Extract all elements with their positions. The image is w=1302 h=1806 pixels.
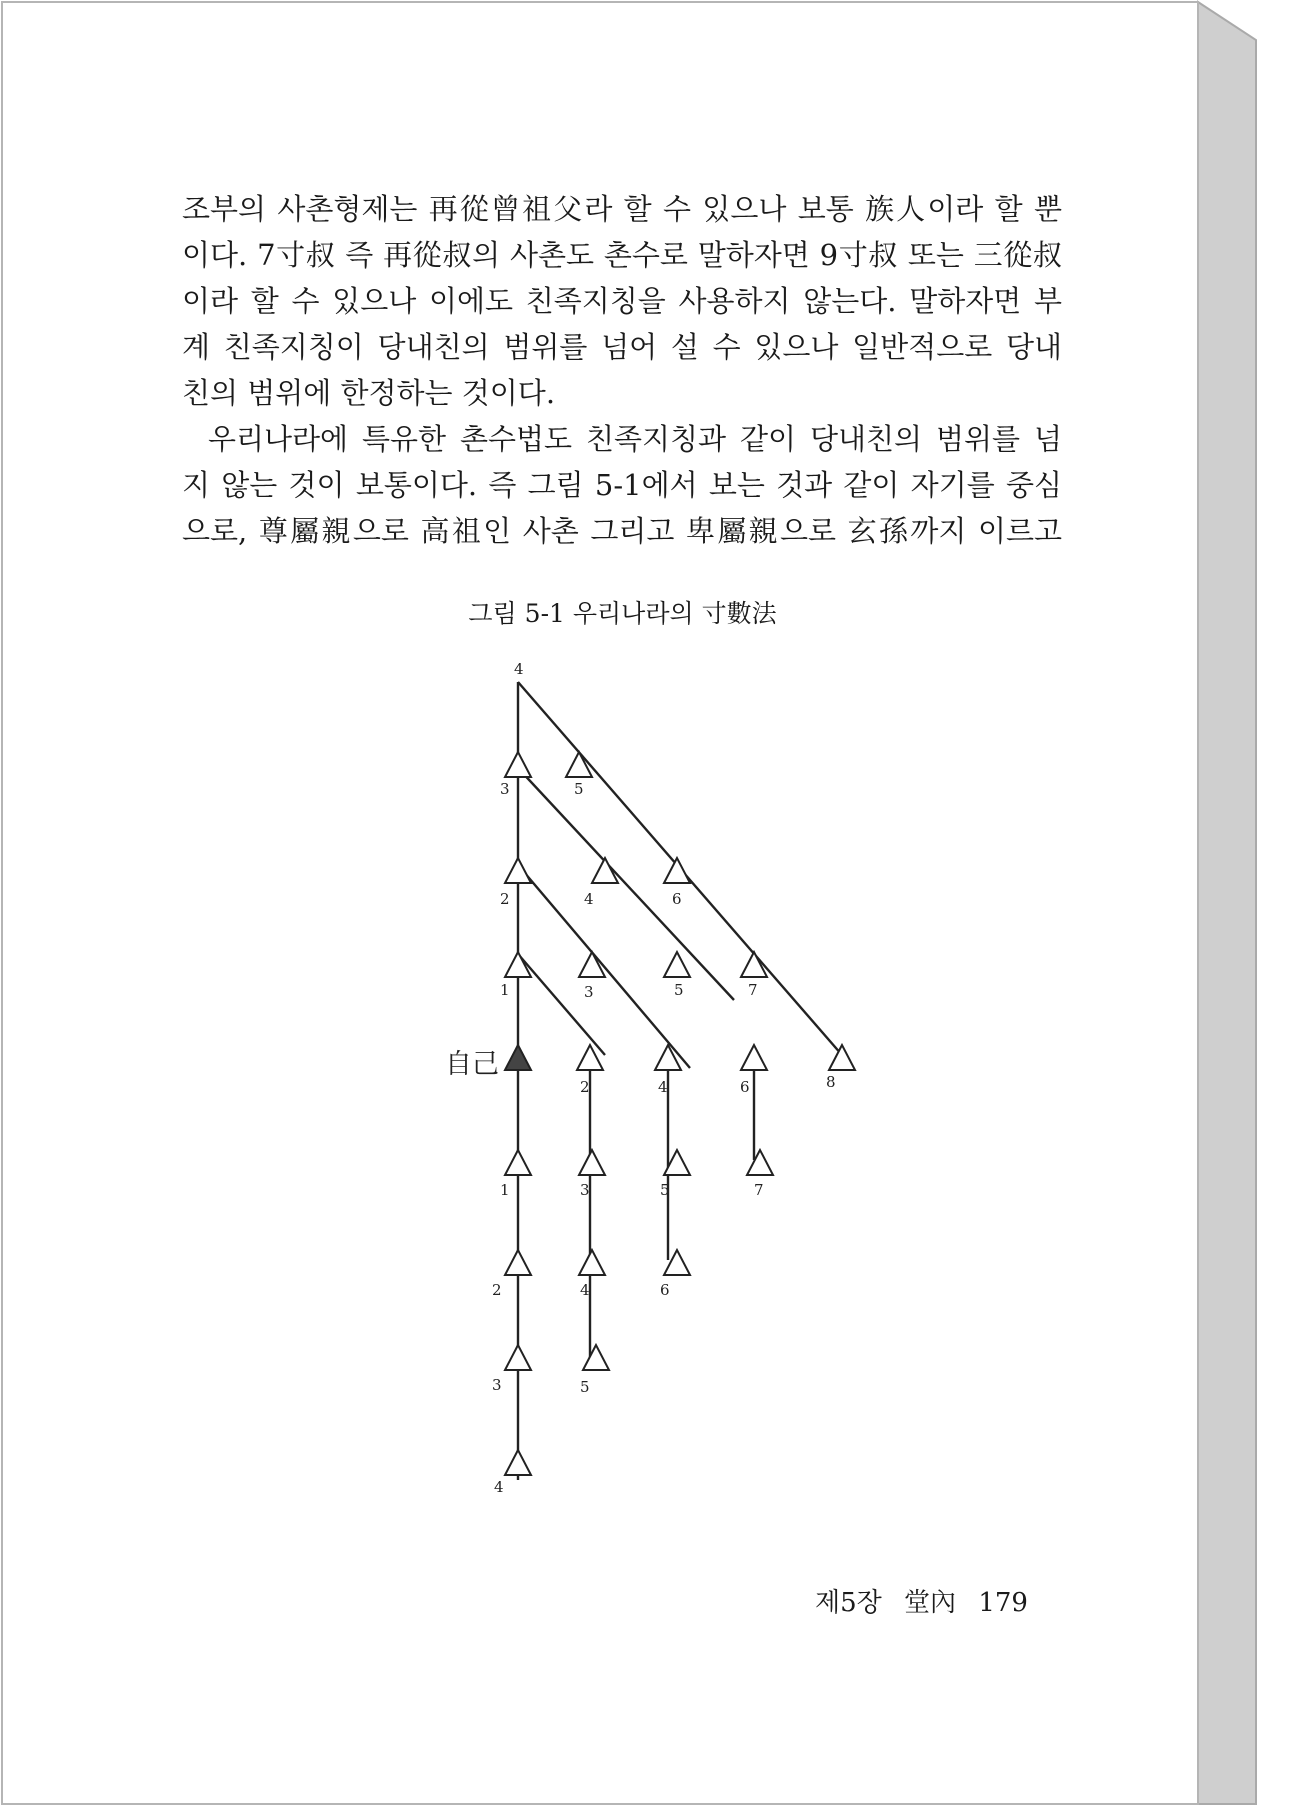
kin-triangle	[829, 1045, 855, 1070]
degree-number: 2	[500, 890, 510, 908]
page-number: 179	[978, 1588, 1028, 1618]
kin-triangle	[505, 1345, 531, 1370]
text-line: 으로, 尊屬親으로 高祖인 사촌 그리고 卑屬親으로 玄孫까지 이르고	[182, 514, 1062, 548]
text-line: 계 친족지칭이 당내친의 범위를 넘어 설 수 있으나 일반적으로 당내	[182, 330, 1062, 364]
text-line: 친의 범위에 한정하는 것이다.	[182, 376, 556, 410]
degree-number: 3	[500, 780, 510, 798]
text-line: 이다. 7寸叔 즉 再從叔의 사촌도 촌수로 말하자면 9寸叔 또는 三從叔	[182, 238, 1062, 272]
kin-triangle	[741, 1045, 767, 1070]
degree-number: 7	[748, 981, 758, 999]
degree-number: 3	[584, 983, 594, 1001]
kin-triangle	[505, 1250, 531, 1275]
generation-number: 4	[514, 660, 524, 678]
kin-triangle	[664, 858, 690, 883]
section-label: 堂內	[904, 1588, 957, 1618]
degree-number: 2	[580, 1078, 590, 1096]
kin-triangle	[664, 952, 690, 977]
kin-triangle	[747, 1150, 773, 1175]
degree-number: 6	[660, 1281, 670, 1299]
kin-triangle	[505, 1450, 531, 1475]
degree-number: 4	[580, 1281, 590, 1299]
text-line: 우리나라에 특유한 촌수법도 친족지칭과 같이 당내친의 범위를 넘	[208, 422, 1062, 456]
degree-number: 6	[672, 890, 682, 908]
kin-triangle	[579, 1150, 605, 1175]
tree-line	[518, 768, 734, 1000]
degree-number: 1	[500, 1181, 510, 1199]
kin-triangle	[505, 752, 531, 777]
text-line: 지 않는 것이 보통이다. 즉 그림 5-1에서 보는 것과 같이 자기를 중심	[182, 468, 1062, 502]
page-footer	[815, 1582, 1042, 1619]
degree-number: 4	[494, 1478, 504, 1496]
degree-number: 4	[658, 1078, 668, 1096]
degree-number: 1	[500, 981, 510, 999]
kin-triangle	[505, 1150, 531, 1175]
kin-triangle	[655, 1045, 681, 1070]
kin-triangle	[583, 1345, 609, 1370]
degree-number: 6	[740, 1078, 750, 1096]
text-line: 이라 할 수 있으나 이에도 친족지칭을 사용하지 않는다. 말하자면 부	[182, 284, 1062, 318]
text-line: 조부의 사촌형제는 再從曾祖父라 할 수 있으나 보통 族人이라 할 뿐	[182, 192, 1062, 226]
degree-number: 4	[584, 890, 594, 908]
degree-number: 5	[674, 981, 684, 999]
degree-number: 5	[660, 1181, 670, 1199]
degree-number: 8	[826, 1073, 836, 1091]
degree-number: 3	[492, 1376, 502, 1394]
degree-number: 5	[574, 780, 584, 798]
kin-triangle	[579, 1250, 605, 1275]
degree-number: 7	[754, 1181, 764, 1199]
degree-number: 3	[580, 1181, 590, 1199]
kin-triangle	[505, 858, 531, 883]
tree-line	[518, 865, 690, 1068]
self-marker	[505, 1045, 531, 1070]
degree-number: 2	[492, 1281, 502, 1299]
degree-number: 5	[580, 1378, 590, 1396]
chapter-label: 제5장	[815, 1588, 882, 1618]
self-label: 自己	[445, 1049, 499, 1080]
figure-caption: 그림 5-1 우리나라의 寸數法	[468, 599, 777, 628]
